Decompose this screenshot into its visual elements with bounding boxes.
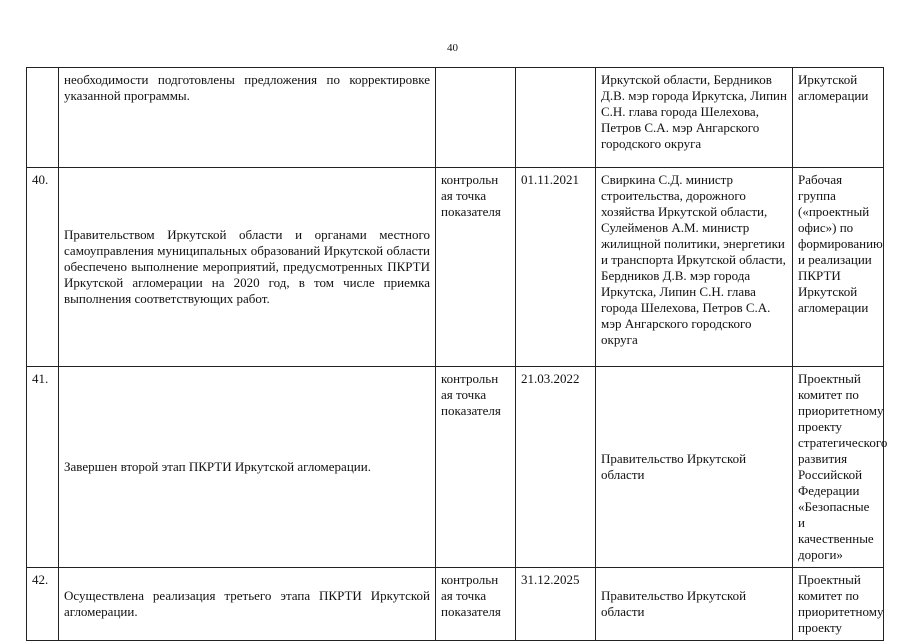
row-date: 31.12.2025 xyxy=(516,568,596,641)
row-coordinator: Иркутской агломерации xyxy=(793,68,884,168)
row-responsible: Свиркина С.Д. министр строительства, дорожного хозяйства Иркутской области, Сулейменов А.М. министр жилищной политики, энергетики и транспорта Иркутской области, Бердников Д.В. мэр города Иркутска, Липин С.Н. глава города Шелехова, Петров С.А. мэр Ангарского городского округа xyxy=(596,168,793,367)
row-number: 42. xyxy=(27,568,59,641)
row-date: 01.11.2021 xyxy=(516,168,596,367)
row-number: 41. xyxy=(27,367,59,568)
row-date: 21.03.2022 xyxy=(516,367,596,568)
row-date xyxy=(516,68,596,168)
row-description: Завершен второй этап ПКРТИ Иркутской агломерации. xyxy=(59,367,436,568)
table-row xyxy=(27,168,884,367)
row-coordinator: Рабочая группа («проектный офис») по формированию и реализации ПКРТИ Иркутской агломерации xyxy=(793,168,884,367)
row-number xyxy=(27,68,59,168)
row-responsible: Иркутской области, Бердников Д.В. мэр города Иркутска, Липин С.Н. глава города Шелехова, Петров С.А. мэр Ангарского городского округа xyxy=(596,68,793,168)
row-number: 40. xyxy=(27,168,59,367)
row-control-type: контрольн ая точка показателя xyxy=(436,568,516,641)
table-row xyxy=(27,367,884,568)
row-description: необходимости подготовлены предложения по корректировке указанной программы. xyxy=(59,68,436,168)
row-control-type xyxy=(436,68,516,168)
plan-table xyxy=(26,67,888,641)
row-description: Правительством Иркутской области и органами местного самоуправления муниципальных образований Иркутской области обеспечено выполнение мероприятий, предусмотренных ПКРТИ Иркутской агломерации на 2020 год, в том числе приемка выполнения соответствующих работ. xyxy=(59,168,436,367)
page-number: 40 xyxy=(447,42,458,54)
row-control-type: контрольн ая точка показателя xyxy=(436,367,516,568)
row-coordinator: Проектный комитет по приоритетному проекту xyxy=(793,568,884,641)
row-control-type: контрольн ая точка показателя xyxy=(436,168,516,367)
row-description: Осуществлена реализация третьего этапа ПКРТИ Иркутской агломерации. xyxy=(59,568,436,641)
table-row xyxy=(27,568,884,641)
row-responsible: Правительство Иркутской области xyxy=(596,367,793,568)
table-row xyxy=(27,68,884,168)
row-responsible: Правительство Иркутской области xyxy=(596,568,793,641)
row-coordinator: Проектный комитет по приоритетному проекту стратегического развития Российской Федерации «Безопасные и качественные дороги» xyxy=(793,367,884,568)
